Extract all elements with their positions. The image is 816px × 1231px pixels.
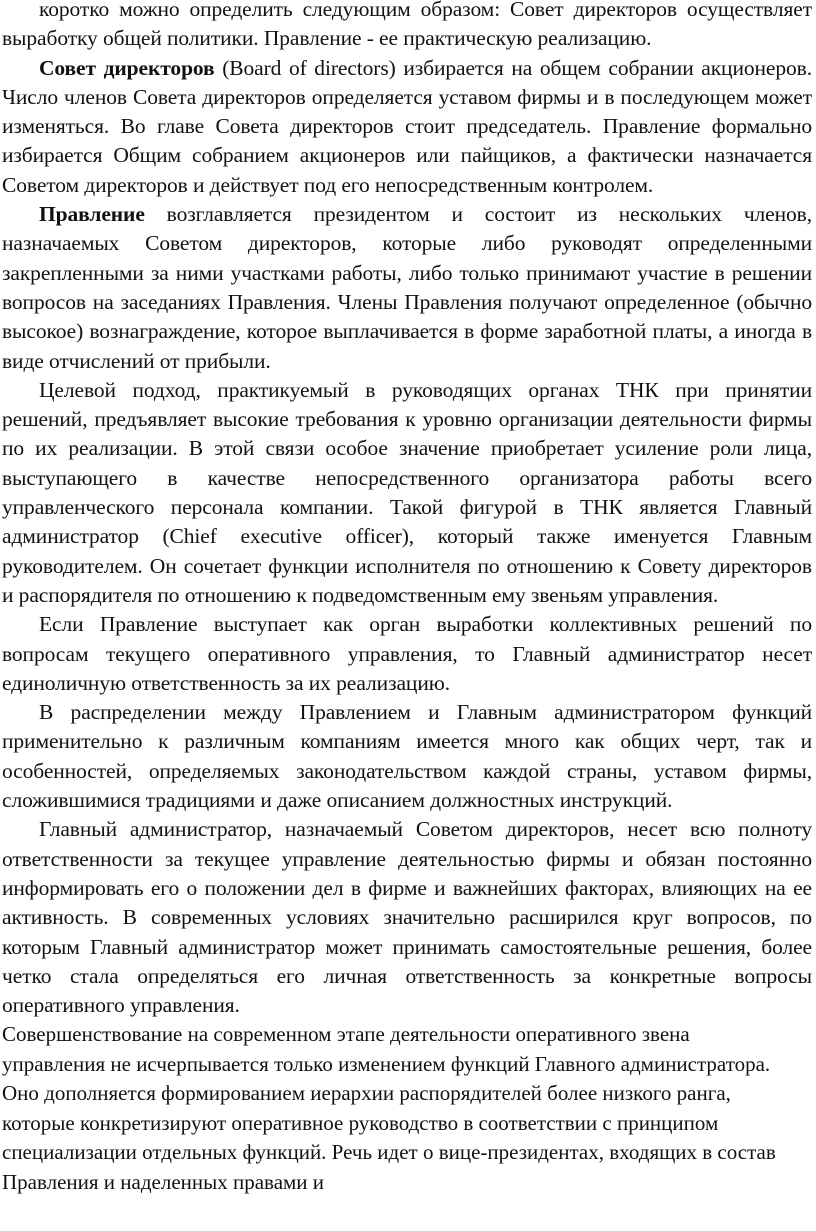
- paragraph-board-of-directors: [0, 54, 816, 200]
- paragraph-text: Совершенствование на современном этапе деятельности оперативного звена управления не исчерпывается только изменением функций Главного администратора. Оно дополняется формированием иерархии распорядителей более низкого ранга, которые конкретизируют оперативное руководство в соответствии с принципом специализации отдельных функций. Речь идет о вице-президентах, входящих в состав Правления и наделенных правами и: [2, 1022, 776, 1194]
- paragraph-collective-decisions: [0, 610, 816, 698]
- paragraph-text: возглавляется президентом и состоит из нескольких членов, назначаемых Советом директоров, которые либо руководят определенными закрепленными за ними участками работы, либо только принимают участие в решении вопросов на заседаниях Правления. Члены Правления получают определенное (обычно высокое) вознаграждение, которое выплачивается в форме заработной платы, а иногда в виде отчислений от прибыли.: [2, 202, 812, 373]
- paragraph-chief-administrator: [0, 815, 816, 1020]
- paragraph-text: В распределении между Правлением и Главным администратором функций применительно к различным компаниям имеется много как общих черт, так и особенностей, определяемых законодательством каждой страны, уставом фирмы, сложившимися традициями и даже описанием должностных инструкций.: [2, 700, 812, 813]
- paragraph-text: Главный администратор, назначаемый Советом директоров, несет всю полноту ответственности за текущее управление деятельностью фирмы и обязан постоянно информировать его о положении дел в фирме и важнейших факторах, влияющих на ее активность. В современных условиях значительно расширился круг вопросов, по которым Главный администратор может принимать самостоятельные решения, более четко стала определяться его личная ответственность за конкретные вопросы оперативного управления.: [2, 817, 812, 1018]
- paragraph-intro-continuation: [0, 0, 816, 54]
- paragraph-text: (Board of directors) избирается на общем собрании акционеров. Число членов Совета директоров определяется уставом фирмы и в последующем может изменяться. Во главе Совета директоров стоит председатель. Правление формально избирается Общим собранием акционеров или пайщиков, а фактически назначается Советом директоров и действует под его непосредственным контролем.: [2, 55, 812, 197]
- paragraph-text: Если Правление выступает как орган выработки коллективных решений по вопросам текущего оперативного управления, то Главный администратор несет единоличную ответственность за их реализацию.: [2, 612, 812, 695]
- paragraph-management-board: [0, 200, 816, 376]
- paragraph-improvement: [0, 1020, 816, 1197]
- paragraph-text: Целевой подход, практикуемый в руководящих органах ТНК при принятии решений, предъявляет высокие требования к уровню организации деятельности фирмы по их реализации. В этой связи особое значение приобретает усиление роли лица, выступающего в качестве непосредственного организатора работы всего управленческого персонала компании. Такой фигурой в ТНК является Главный администратор (Chief executive officer), который также именуется Главным руководителем. Он сочетает функции исполнителя по отношению к Совету директоров и распорядителя по отношению к подведомственным ему звеньям управления.: [2, 377, 812, 607]
- paragraph-function-distribution: [0, 698, 816, 815]
- paragraph-bold-term: Совет директоров: [39, 55, 215, 80]
- paragraph-bold-term: Правление: [39, 202, 145, 227]
- paragraph-text: коротко можно определить следующим образом: Совет директоров осуществляет выработку общей политики. Правление - ее практическую реализацию.: [2, 0, 812, 51]
- paragraph-target-approach: [0, 376, 816, 610]
